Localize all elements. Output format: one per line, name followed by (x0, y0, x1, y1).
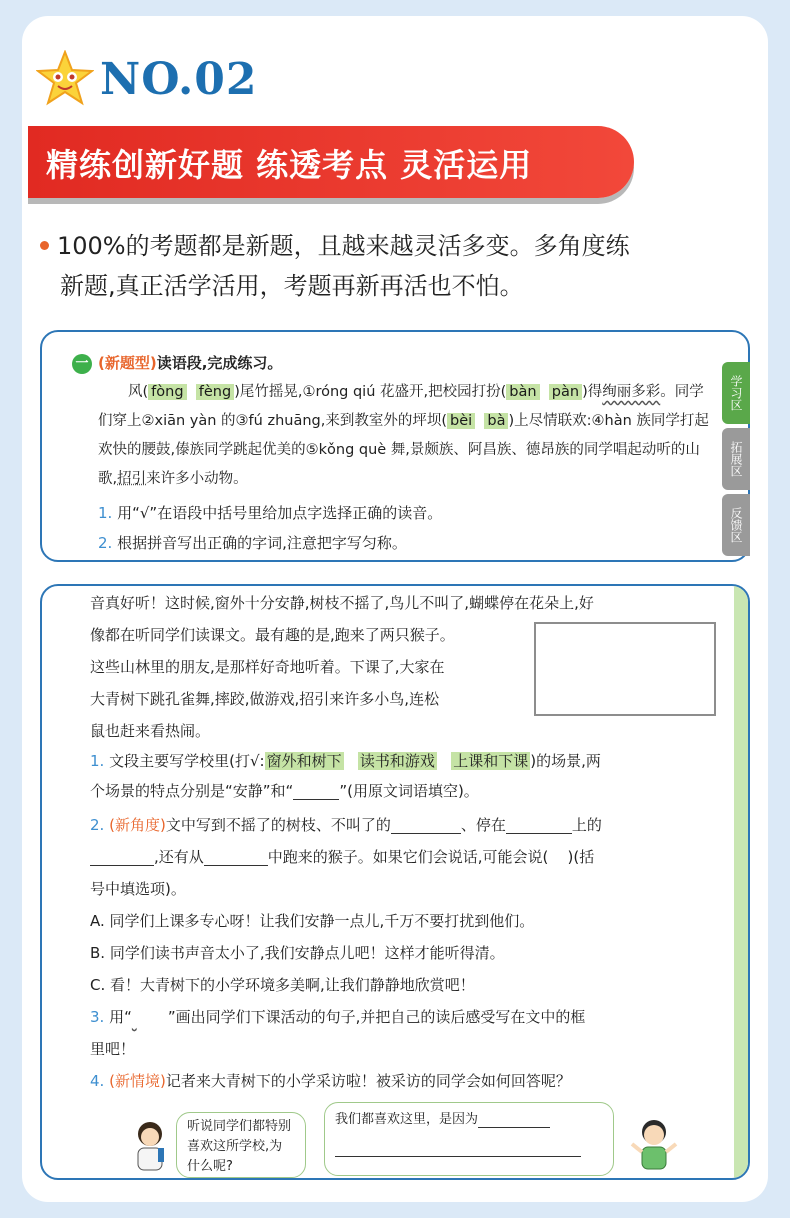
option-window-and-tree[interactable]: 窗外和树下 (266, 752, 342, 770)
student-boy-icon (626, 1114, 682, 1174)
passage-line: 像都在听同学们读课文。最有趣的是,跑来了两只猴子。 (90, 626, 455, 644)
card1-title: 读语段,完成练习。 (156, 354, 283, 372)
question-2-line-2 (90, 842, 594, 872)
pinyin-option[interactable]: pàn (549, 384, 582, 400)
tab-feedback-zone[interactable]: 反馈区 (722, 494, 750, 556)
question-text: 中跑来的猴子。如果它们会说话,可能会说( (267, 848, 549, 866)
question-text: 根据拼音写出正确的字词,注意把字写匀称。 (117, 534, 407, 552)
intro-line-1-text: 100%的考题都是新题，且越来越灵活多变。多角度练 (57, 232, 630, 260)
answer-blank[interactable] (204, 850, 268, 866)
side-tabs (722, 362, 750, 558)
answer-prompt (335, 1109, 603, 1131)
option-a: A. 同学们上课多专心呀！让我们安静一点儿,千万不要打扰到他们。 (90, 912, 535, 930)
para-text: 。同学们穿上②xiān yàn 的③fú zhuāng,来到教室外的坪坝( (98, 384, 704, 429)
question-number: 1. (90, 752, 105, 770)
question-1-line-1 (90, 746, 601, 776)
option-class-and-break[interactable]: 上课和下课 (453, 752, 529, 770)
pinyin-option[interactable]: bèi (447, 413, 475, 429)
question-number: 3. (90, 1008, 105, 1026)
intro-line-2: 新题,真正活学活用，考题再新再活也不怕。 (60, 272, 524, 300)
question-2-line-3: 号中填选项)。 (90, 880, 186, 898)
answer-blank[interactable] (506, 818, 572, 834)
exercise-card-1 (40, 330, 750, 562)
answer-blank[interactable] (293, 784, 339, 800)
dotted-word: 招引 (117, 471, 147, 487)
card1-question-1 (98, 502, 442, 523)
para-text: )上尽情联欢:④hàn 族同学打起欢快的腰鼓,傣族同学跳起优美的⑤kǒng què 舞,景颇族、阿昌族、德昂族的同学唱起动听的山歌, (98, 413, 709, 487)
answer-blank[interactable] (391, 818, 461, 834)
question-text: 记者来大青树下的小学采访啦！被采访的同学会如何回答呢？ (165, 1072, 571, 1090)
bullet-icon (40, 241, 49, 250)
pinyin-option[interactable]: fòng (148, 384, 186, 400)
star-mascot-icon (36, 50, 94, 106)
wavy-line-icon (132, 1002, 168, 1032)
red-banner (28, 126, 634, 198)
reporter-speech-bubble: 听说同学们都特别喜欢这所学校,为什么呢? (176, 1112, 306, 1178)
question-text: )的场景,两 (530, 752, 601, 770)
tab-study-zone[interactable]: 学习区 (722, 362, 750, 424)
new-scenario-tag: (新情境) (109, 1072, 166, 1090)
pinyin-option[interactable]: fèng (196, 384, 234, 400)
feeling-answer-box[interactable] (534, 622, 716, 716)
option-c: C. 看！大青树下的小学环境多美啊,让我们静静地欣赏吧！ (90, 976, 475, 994)
answer-blank[interactable] (90, 850, 154, 866)
question-text: 文段主要写学校里(打√: (109, 752, 265, 770)
new-angle-tag: (新角度) (109, 816, 166, 834)
question-1-line-2 (90, 776, 479, 806)
para-text: 来许多小动物。 (146, 471, 248, 487)
intro-text (40, 226, 740, 306)
passage-line: 鼠也赶来看热闹。 (90, 722, 211, 740)
question-3-line-2: 里吧！ (90, 1040, 136, 1058)
question-number: 2. (98, 534, 113, 552)
card1-title-row (72, 352, 282, 374)
question-number: 2. (90, 816, 105, 834)
question-text: 用“ (109, 1008, 132, 1026)
question-text: 用“√”在语段中括号里给加点字选择正确的读音。 (117, 504, 443, 522)
pinyin-option[interactable]: bàn (506, 384, 539, 400)
banner-title: 精练创新好题 练透考点 灵活运用 (46, 146, 533, 184)
question-3-line-1 (90, 1002, 585, 1032)
student-answer-bubble (324, 1102, 614, 1176)
question-text: ,还有从 (154, 848, 204, 866)
question-text: 、停在 (460, 816, 506, 834)
intro-line-1 (40, 226, 740, 266)
question-text: 文中写到不摇了的树枝、不叫了的 (165, 816, 391, 834)
passage-line: 大青树下跳孔雀舞,摔跤,做游戏,招引来许多小鸟,连松 (90, 690, 440, 708)
wavy-underlined-word: 绚丽多彩 (602, 384, 661, 400)
exercise-card-2 (40, 584, 750, 1180)
question-2-line-1 (90, 810, 602, 840)
question-4 (90, 1066, 571, 1096)
para-text: )得 (582, 384, 603, 400)
question-text: ”(用原文词语填空)。 (339, 782, 479, 800)
green-side-strip (734, 586, 748, 1178)
tab-extend-zone[interactable]: 拓展区 (722, 428, 750, 490)
reading-paragraph (98, 378, 718, 494)
question-text: ”画出同学们下课活动的句子,并把自己的读后感受写在文中的框 (167, 1008, 586, 1026)
option-b: B. 同学们读书声音太小了,我们安静点儿吧！这样才能听得清。 (90, 944, 505, 962)
option-reading-and-games[interactable]: 读书和游戏 (359, 752, 435, 770)
para-text: 风( (128, 384, 149, 400)
pinyin-option[interactable]: bà (484, 413, 508, 429)
card1-question-2 (98, 532, 407, 553)
question-number: 1. (98, 504, 113, 522)
passage-line: 这些山林里的朋友,是那样好奇地听着。下课了,大家在 (90, 658, 445, 676)
answer-blank[interactable] (335, 1141, 581, 1157)
answer-blank[interactable] (478, 1112, 550, 1128)
passage-line: 音真好听！这时候,窗外十分安静,树枝不摇了,鸟儿不叫了,蝴蝶停在花朵上,好 (90, 594, 594, 612)
new-type-tag: (新题型) (98, 354, 157, 372)
reporter-girl-icon (128, 1118, 174, 1174)
para-text: )尾竹摇晃,①róng qiú 花盛开,把校园打扮( (234, 384, 507, 400)
section-number: NO.02 (100, 54, 258, 105)
section-badge-icon: 一 (72, 354, 92, 374)
question-text: 个场景的特点分别是“安静”和“ (90, 782, 294, 800)
answer-prompt-text: 我们都喜欢这里，是因为 (335, 1112, 479, 1127)
question-number: 4. (90, 1072, 105, 1090)
question-text: 上的 (571, 816, 602, 834)
question-text: )(括 (567, 848, 595, 866)
